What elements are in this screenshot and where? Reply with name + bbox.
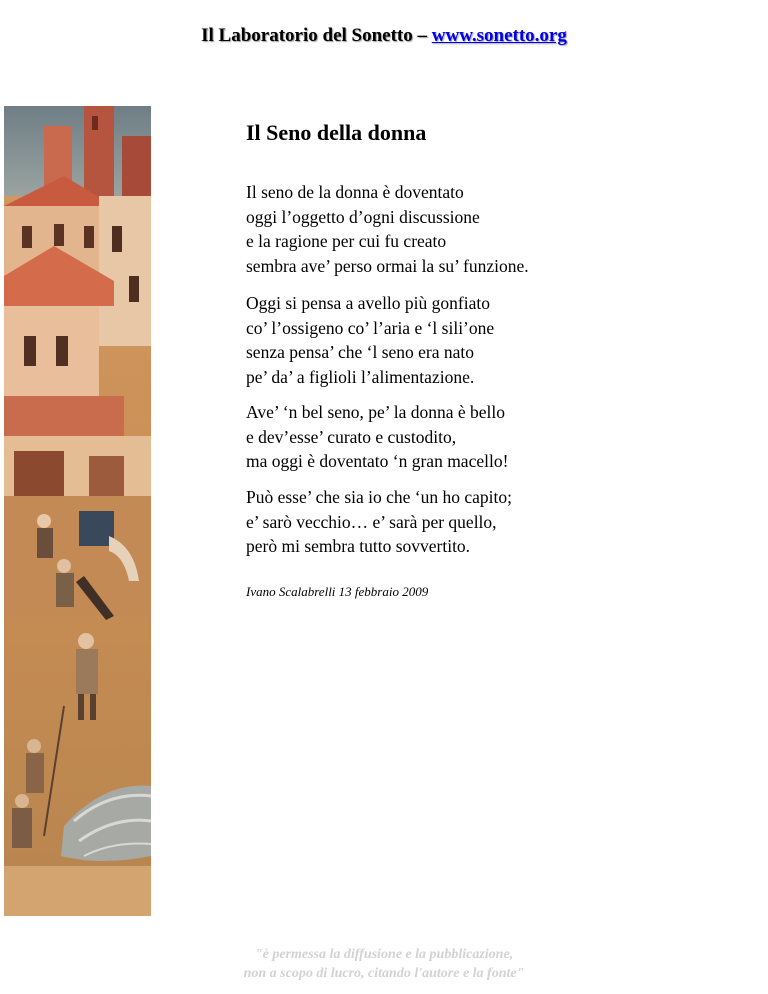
verse-line: pe’ da’ a figlioli l’alimentazione. (246, 366, 475, 387)
footer-line-1: "è permessa la diffusione e la pubblicazione, (254, 947, 514, 962)
verse-line: oggi l’oggetto d’ogni discussione (246, 206, 480, 227)
verse-line: co’ l’ossigeno co’ l’aria e ‘l sili’one (246, 317, 495, 338)
stanza-1 (246, 180, 529, 278)
footer-notice (0, 945, 768, 983)
verse-line: Ave’ ‘n bel seno, pe’ la donna è bello (246, 402, 505, 422)
verse-line: e la ragione per cui fu creato (246, 231, 447, 251)
verse-line: Può esse’ che sia io che ‘un ho capito; (246, 487, 512, 507)
verse-line: e dev’esse’ curato e custodito, (246, 426, 457, 447)
verse-line: però mi sembra tutto sovvertito. (246, 536, 471, 556)
stanza-2 (246, 291, 494, 389)
stanza-4 (246, 485, 512, 559)
verse-line: ma oggi è doventato ‘n gran macello! (246, 451, 509, 471)
stanza-3 (246, 400, 508, 474)
header-title: Il Laboratorio del Sonetto – (201, 25, 432, 46)
verse-line: Oggi si pensa a avello più gonfiato (246, 293, 490, 313)
verse-line: sembra ave’ perso ormai la su’ funzione. (246, 255, 529, 276)
site-link[interactable]: www.sonetto.org (431, 25, 567, 46)
poem-signature: Ivano Scalabrelli 13 febbraio 2009 (246, 584, 429, 599)
verse-line: Il seno de la donna è doventato (246, 182, 464, 202)
medieval-painting-image (4, 106, 151, 916)
page-header (0, 25, 768, 47)
poem-title: Il Seno della donna (246, 120, 427, 145)
verse-line: e’ sarò vecchio… e’ sarà per quello, (246, 511, 497, 532)
footer-line-2: non a scopo di lucro, citando l'autore e la fonte" (243, 966, 525, 981)
verse-line: senza pensa’ che ‘l seno era nato (246, 342, 475, 362)
